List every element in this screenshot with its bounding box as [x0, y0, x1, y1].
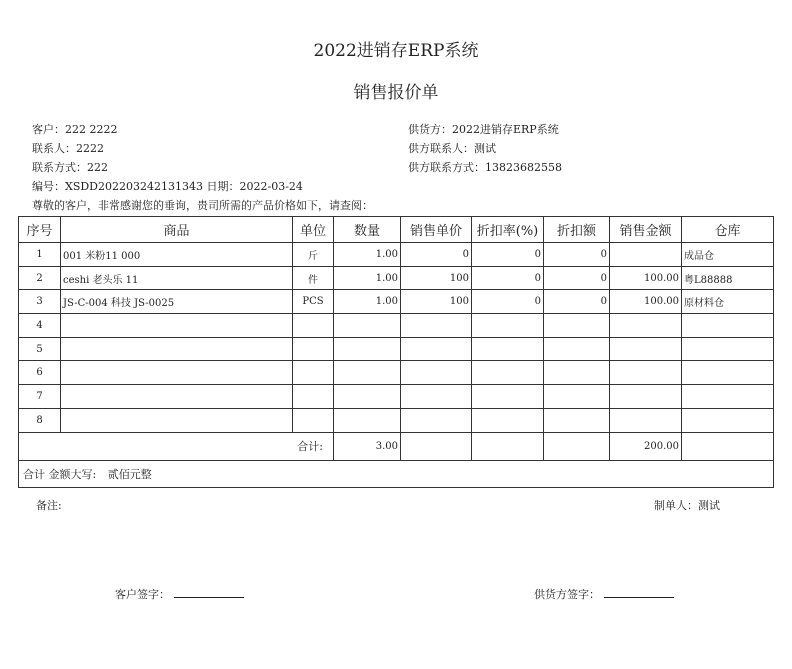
system-title: 2022进销存ERP系统: [313, 41, 479, 61]
cell-discount: 0: [544, 266, 610, 290]
cell-amount: 100.00: [610, 290, 682, 314]
cell-unit: [293, 314, 334, 338]
cell-discount: [544, 385, 610, 409]
customer-sign-line: [174, 588, 244, 598]
cell-unit: [293, 361, 334, 385]
cell-qty: 1.00: [334, 266, 401, 290]
cell-qty: [334, 314, 401, 338]
contact-line: 联系人：2222: [32, 142, 104, 155]
customer-signature: [115, 586, 244, 602]
cell-warehouse: 成品仓: [682, 243, 774, 267]
cell-product: 001 米粉11 000: [61, 243, 293, 267]
table-header-row: [19, 217, 774, 243]
total-label: 合计:: [19, 432, 334, 460]
supplier-phone-line: 供方联系方式：13823682558: [408, 161, 562, 174]
supplier-line: 供货方：2022进销存ERP系统: [408, 123, 559, 136]
cell-warehouse: [682, 385, 774, 409]
cell-discount: [544, 314, 610, 338]
remark-label: 备注:: [36, 499, 62, 512]
table-row: [19, 290, 774, 314]
cell-qty: [334, 361, 401, 385]
cell-unit: [293, 408, 334, 432]
cell-price: [401, 337, 472, 361]
col-header-no: 序号: [19, 217, 61, 243]
cell-discount: 0: [544, 243, 610, 267]
greeting-text: 尊敬的客户，非常感谢您的垂询，贵司所需的产品价格如下，请查阅：: [32, 199, 373, 212]
cell-warehouse: [682, 408, 774, 432]
cell-product: [61, 385, 293, 409]
cell-product: ceshi 老头乐 11: [61, 266, 293, 290]
cell-amount: [610, 314, 682, 338]
cell-discount: 0: [544, 290, 610, 314]
cell-rate: 0: [472, 290, 544, 314]
col-header-discount: 折扣额: [544, 217, 610, 243]
cell-rate: [472, 337, 544, 361]
cell-product: [61, 314, 293, 338]
cell-no: 5: [19, 337, 61, 361]
cell-discount: [544, 361, 610, 385]
cell-product: [61, 408, 293, 432]
cell-rate: [472, 385, 544, 409]
capital-label: 合计 金额大写:: [23, 467, 97, 481]
cell-amount: 100.00: [610, 266, 682, 290]
cell-warehouse: 原材料仓: [682, 290, 774, 314]
total-row: [19, 432, 774, 460]
total-empty-cell: [401, 432, 472, 460]
quote-table: [18, 216, 774, 488]
cell-unit: PCS: [293, 290, 334, 314]
col-header-price: 销售单价: [401, 217, 472, 243]
cell-unit: [293, 337, 334, 361]
supplier-sign-line: [604, 588, 674, 598]
cell-price: 100: [401, 290, 472, 314]
cell-amount: [610, 361, 682, 385]
col-header-amount: 销售金额: [610, 217, 682, 243]
table-row: [19, 408, 774, 432]
cell-product: JS-C-004 科技 JS-0025: [61, 290, 293, 314]
cell-qty: [334, 337, 401, 361]
contact-phone-line: 联系方式：222: [32, 161, 108, 174]
col-header-product: 商品: [61, 217, 293, 243]
cell-price: [401, 314, 472, 338]
col-header-warehouse: 仓库: [682, 217, 774, 243]
cell-product: [61, 361, 293, 385]
cell-qty: [334, 385, 401, 409]
total-amount: 200.00: [610, 432, 682, 460]
cell-no: 2: [19, 266, 61, 290]
cell-qty: 1.00: [334, 243, 401, 267]
total-qty: 3.00: [334, 432, 401, 460]
col-header-qty: 数量: [334, 217, 401, 243]
table-row: [19, 385, 774, 409]
cell-unit: 件: [293, 266, 334, 290]
cell-warehouse: [682, 361, 774, 385]
capital-amount-row: [19, 460, 774, 487]
total-empty-cell: [682, 432, 774, 460]
cell-price: [401, 361, 472, 385]
total-empty-cell: [472, 432, 544, 460]
number-date-line: 编号：XSDD202203242131343 日期：2022-03-24: [32, 180, 303, 193]
cell-amount: [610, 243, 682, 267]
total-empty-cell: [544, 432, 610, 460]
customer-sign-label: 客户签字：: [115, 588, 170, 601]
cell-qty: 1.00: [334, 290, 401, 314]
cell-warehouse: 粤L88888: [682, 266, 774, 290]
cell-qty: [334, 408, 401, 432]
capital-value: 贰佰元整: [107, 467, 152, 481]
maker-label: 制单人：测试: [654, 499, 720, 512]
cell-unit: 斤: [293, 243, 334, 267]
cell-rate: [472, 408, 544, 432]
cell-no: 3: [19, 290, 61, 314]
cell-warehouse: [682, 337, 774, 361]
cell-no: 6: [19, 361, 61, 385]
cell-no: 7: [19, 385, 61, 409]
cell-no: 4: [19, 314, 61, 338]
table-row: [19, 314, 774, 338]
cell-price: [401, 408, 472, 432]
cell-rate: 0: [472, 243, 544, 267]
cell-amount: [610, 385, 682, 409]
cell-rate: [472, 361, 544, 385]
cell-price: 0: [401, 243, 472, 267]
cell-product: [61, 337, 293, 361]
cell-amount: [610, 408, 682, 432]
col-header-rate: 折扣率(%): [472, 217, 544, 243]
cell-rate: 0: [472, 266, 544, 290]
cell-discount: [544, 408, 610, 432]
col-header-unit: 单位: [293, 217, 334, 243]
cell-rate: [472, 314, 544, 338]
cell-warehouse: [682, 314, 774, 338]
supplier-signature: [534, 586, 674, 602]
document-title: 销售报价单: [353, 83, 439, 103]
supplier-contact-line: 供方联系人：测试: [408, 142, 496, 155]
table-row: [19, 266, 774, 290]
cell-amount: [610, 337, 682, 361]
cell-unit: [293, 385, 334, 409]
customer-line: 客户：222 2222: [32, 123, 118, 136]
cell-no: 1: [19, 243, 61, 267]
capital-amount-cell: [19, 460, 774, 487]
supplier-info: [408, 120, 562, 177]
table-row: [19, 361, 774, 385]
table-row: [19, 337, 774, 361]
table-row: [19, 243, 774, 267]
cell-discount: [544, 337, 610, 361]
cell-no: 8: [19, 408, 61, 432]
cell-price: 100: [401, 266, 472, 290]
supplier-sign-label: 供货方签字：: [534, 588, 600, 601]
cell-price: [401, 385, 472, 409]
customer-info: [32, 120, 303, 196]
